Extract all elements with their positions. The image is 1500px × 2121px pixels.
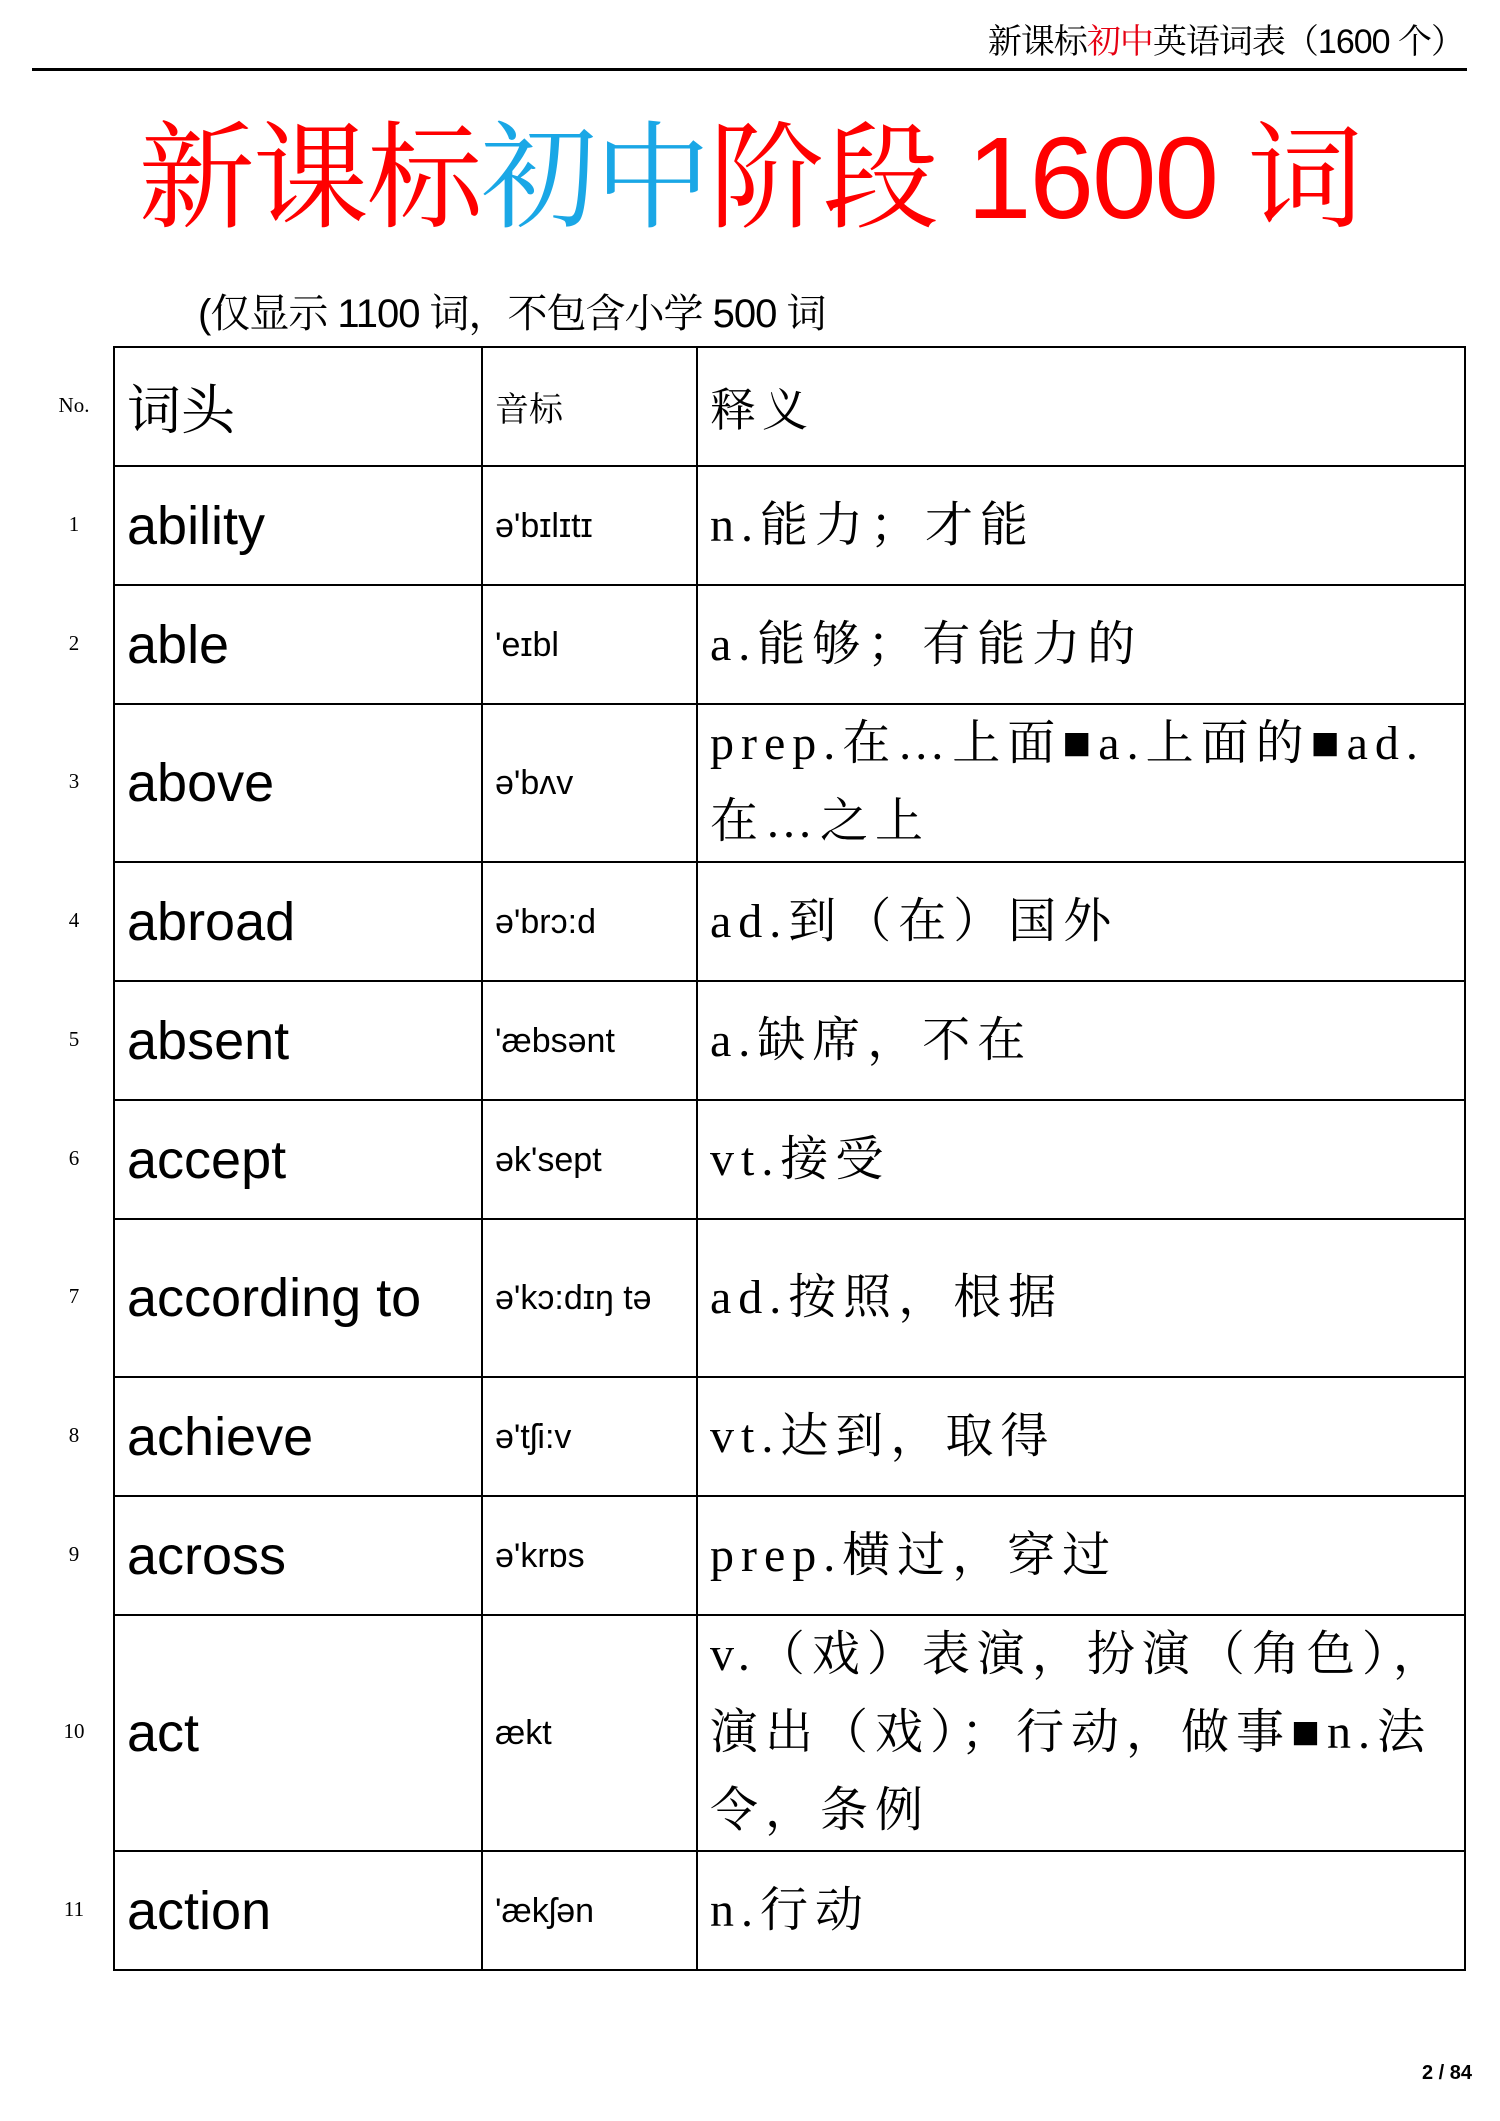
ipa-cell: 'æbsənt [482,981,697,1100]
row-number: 10 [63,1719,85,1743]
table-row [114,981,1465,1100]
definition-cell: ad.按照，根据 [697,1219,1465,1377]
word-cell: absent [114,981,482,1100]
header-ipa: 音标 [482,347,697,466]
ipa-cell: ək'sept [482,1100,697,1219]
word-cell: according to [114,1219,482,1377]
title-part: 阶段 1600 词 [708,113,1362,243]
table-row [114,862,1465,981]
word-cell: across [114,1496,482,1615]
row-number: 2 [68,630,80,655]
table-row [114,1219,1465,1377]
table-header-row [114,347,1465,466]
definition-cell: vt.达到，取得 [697,1377,1465,1496]
definition-cell: prep.横过，穿过 [697,1496,1465,1615]
row-number: 3 [68,769,80,793]
ipa-cell: ə'brɔ:d [482,862,697,981]
definition-cell: v.（戏）表演，扮演（角色），演出（戏）；行动，做事■n.法令，条例 [697,1615,1465,1851]
ipa-cell: ə'kɔ:dɪŋ tə [482,1219,697,1377]
row-number: 11 [63,1896,85,1921]
table-row [114,1615,1465,1851]
row-number: 7 [68,1284,80,1308]
page-title [0,108,1500,248]
word-cell: abroad [114,862,482,981]
table-row [114,704,1465,862]
word-cell: accept [114,1100,482,1219]
subtitle: (仅显示 1100 词，不包含小学 500 词 [198,292,826,336]
definition-cell: n.行动 [697,1851,1465,1970]
table-row [114,466,1465,585]
definition-cell: ad.到（在）国外 [697,862,1465,981]
word-cell: achieve [114,1377,482,1496]
row-number: 4 [68,907,80,932]
word-cell: above [114,704,482,862]
table-row [114,1851,1465,1970]
header-word: 词头 [114,347,482,466]
definition-cell: n.能力；才能 [697,466,1465,585]
word-cell: able [114,585,482,704]
title-highlight: 初中 [480,113,709,243]
table-row [114,1496,1465,1615]
row-number: 6 [68,1145,80,1170]
ipa-cell: ə'bɪlɪtɪ [482,466,697,585]
running-header-highlight: 初中 [1086,23,1153,61]
ipa-cell: 'eɪbl [482,585,697,704]
ipa-cell: ə'tʃi:v [482,1377,697,1496]
word-cell: ability [114,466,482,585]
ipa-cell: 'ækʃən [482,1851,697,1970]
title-part: 新课标 [138,113,481,243]
row-number: 9 [68,1541,80,1566]
table-row [114,1377,1465,1496]
definition-cell: prep.在…上面■a.上面的■ad.在…之上 [697,704,1465,862]
table-row [114,1100,1465,1219]
definition-cell: a.缺席，不在 [697,981,1465,1100]
running-header [988,14,1464,63]
no-label: No. [58,392,90,417]
ipa-cell: ækt [482,1615,697,1851]
row-number: 8 [68,1422,80,1447]
running-header-part: 英语词表（1600 个） [1152,23,1464,61]
table-row [114,585,1465,704]
definition-cell: vt.接受 [697,1100,1465,1219]
header-definition: 释义 [697,347,1465,466]
ipa-cell: ə'krɒs [482,1496,697,1615]
running-header-part: 新课标 [987,23,1087,61]
vocabulary-table [113,346,1466,1971]
word-cell: action [114,1851,482,1970]
word-cell: act [114,1615,482,1851]
page-number: 2 / 84 [1421,2062,1472,2084]
definition-cell: a.能够；有能力的 [697,585,1465,704]
header-rule [32,68,1467,71]
row-number: 5 [68,1026,80,1051]
ipa-cell: ə'bʌv [482,704,697,862]
row-number: 1 [68,511,80,536]
